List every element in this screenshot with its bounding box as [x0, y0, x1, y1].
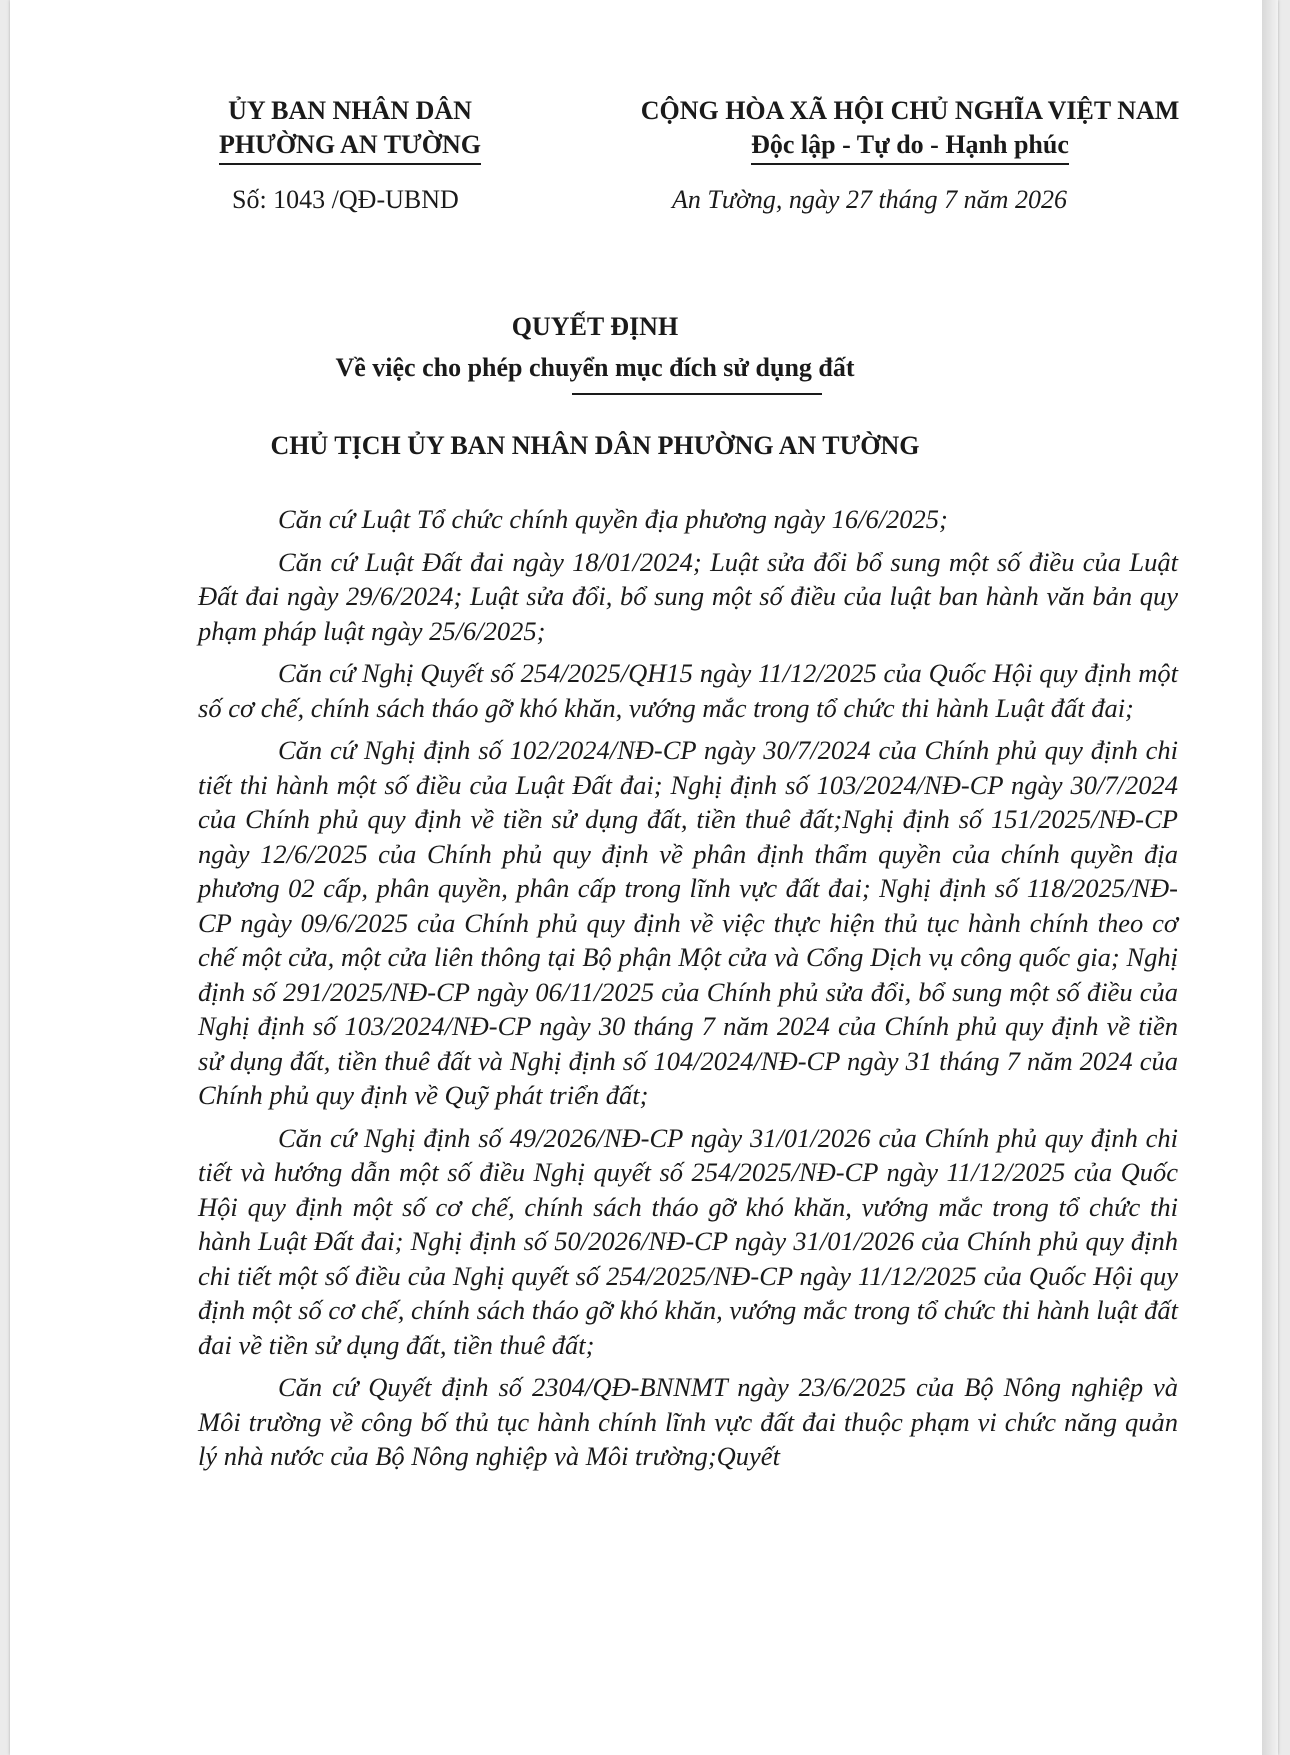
- legal-basis-paragraph: Căn cứ Luật Đất đai ngày 18/01/2024; Luật sửa đổi bổ sung một số điều của Luật Đất đai ngày 29/6/2024; Luật sửa đổi, bổ sung một số điều của luật ban hành văn bản quy phạm pháp luật ngày 25/6/2025;: [198, 546, 1178, 646]
- document-number: Số: 1043 /QĐ-UBND: [232, 185, 459, 214]
- subject-underline: [572, 393, 822, 395]
- legal-basis-paragraph: Căn cứ Quyết định số 2304/QĐ-BNNMT ngày 23/6/2025 của Bộ Nông nghiệp và Môi trường về công bố thủ tục hành chính lĩnh vực đất đai thuộc phạm vi chức năng quản lý nhà nước của Bộ Nông nghiệp và Môi trường;Quyết: [198, 1372, 1178, 1471]
- page-edge-shadow: [1262, 0, 1278, 1755]
- nation-line-1: CỘNG HÒA XÃ HỘI CHỦ NGHĨA VIỆT NAM: [640, 96, 1180, 125]
- issuing-agency: [200, 94, 500, 165]
- document-title: QUYẾT ĐỊNH: [511, 312, 679, 341]
- legal-basis-paragraph: Căn cứ Nghị định số 102/2024/NĐ-CP ngày 30/7/2024 của Chính phủ quy định chi tiết thi hành một số điều của Luật Đất đai; Nghị định số 103/2024/NĐ-CP ngày 30/7/2024 của Chính phủ quy định về tiền sử dụng đất, tiền thuê đất;Nghị định số 151/2025/NĐ-CP ngày 12/6/2025 của Chính phủ quy định về phân định thẩm quyền của chính quyền địa phương 02 cấp, phân quyền, phân cấp trong lĩnh vực đất đai; Nghị định số 118/2025/NĐ-CP ngày 09/6/2025 của Chính phủ quy định về việc thực hiện thủ tục hành chính theo cơ chế một cửa, một cửa liên thông tại Bộ phận Một cửa và Cổng Dịch vụ công quốc gia; Nghị định số 291/2025/NĐ-CP ngày 06/11/2025 của Chính phủ sửa đổi, bổ sung một số điều của Nghị định số 103/2024/NĐ-CP ngày 30 tháng 7 năm 2024 của Chính phủ quy định về tiền sử dụng đất, tiền thuê đất và Nghị định số 104/2024/NĐ-CP ngày 31 tháng 7 năm 2024 của Chính phủ quy định về Quỹ phát triển đất;: [198, 735, 1178, 1110]
- issuing-authority: CHỦ TỊCH ỦY BAN NHÂN DÂN PHƯỜNG AN TƯỜNG: [270, 431, 920, 460]
- document-subject: Về việc cho phép chuyển mục đích sử dụng đất: [335, 353, 855, 382]
- agency-line-2: PHƯỜNG AN TƯỜNG: [219, 128, 481, 165]
- document-body: [198, 502, 1178, 1482]
- legal-basis-paragraph: Căn cứ Nghị Quyết số 254/2025/QH15 ngày 11/12/2025 của Quốc Hội quy định một số cơ chế, chính sách tháo gỡ khó khăn, vướng mắc trong tổ chức thi hành Luật đất đai;: [198, 658, 1178, 723]
- nation-line-2: Độc lập - Tự do - Hạnh phúc: [751, 128, 1069, 165]
- document-page: [10, 0, 1278, 1755]
- agency-line-1: ỦY BAN NHÂN DÂN: [228, 96, 472, 125]
- place-and-date: An Tường, ngày 27 tháng 7 năm 2026: [672, 185, 1067, 214]
- legal-basis-paragraph: Căn cứ Nghị định số 49/2026/NĐ-CP ngày 31/01/2026 của Chính phủ quy định chi tiết và hướng dẫn một số điều Nghị quyết số 254/2025/NĐ-CP ngày 11/12/2025 của Quốc Hội quy định một số cơ chế, chính sách tháo gỡ khó khăn, vướng mắc trong tổ chức thi hành Luật Đất đai; Nghị định số 50/2026/NĐ-CP ngày 31/01/2026 của Chính phủ quy định chi tiết một số điều của Nghị quyết số 254/2025/NĐ-CP ngày 11/12/2025 của Quốc Hội quy định một số cơ chế, chính sách tháo gỡ khó khăn, vướng mắc trong tổ chức thi hành luật đất đai về tiền sử dụng đất, tiền thuê đất;: [198, 1122, 1178, 1360]
- legal-basis-paragraph: Căn cứ Luật Tổ chức chính quyền địa phương ngày 16/6/2025;: [278, 504, 948, 534]
- national-motto: [590, 94, 1230, 165]
